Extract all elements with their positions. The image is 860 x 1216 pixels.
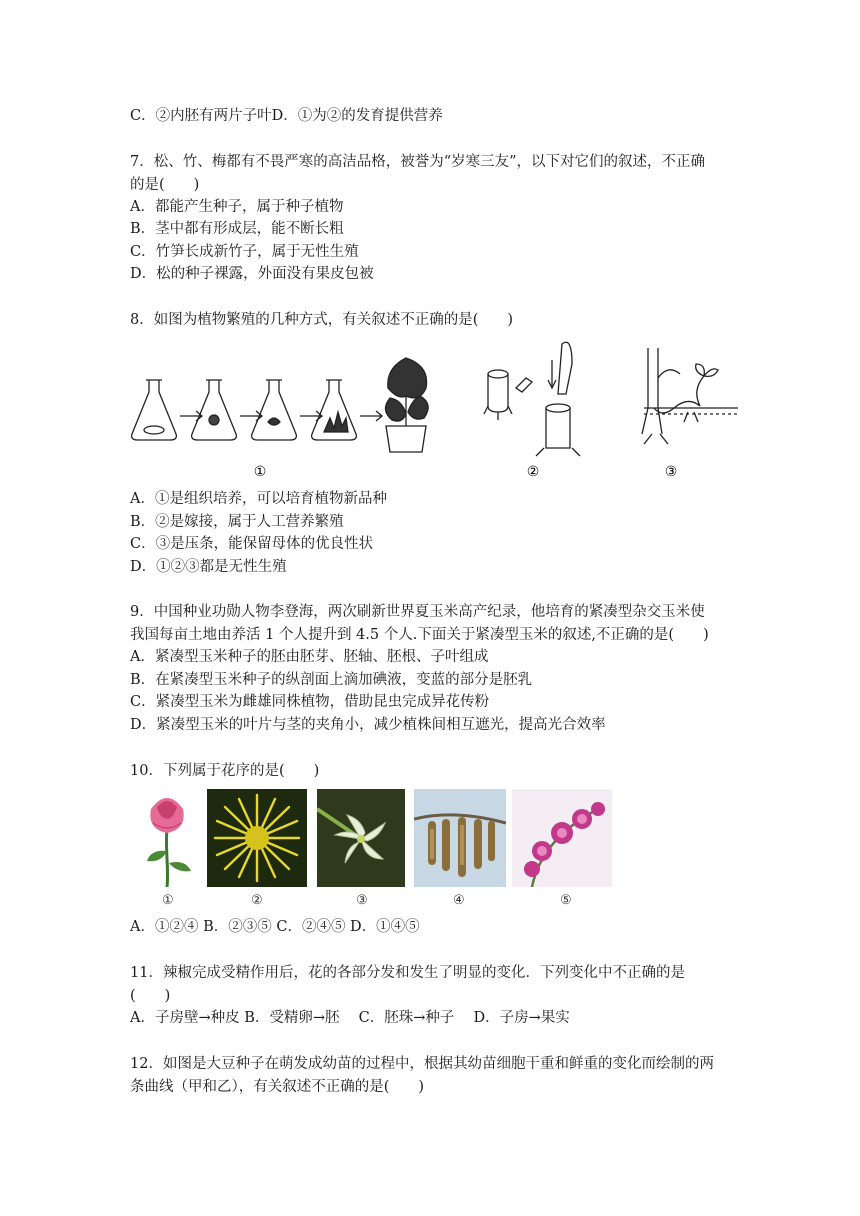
- image-label-1: ①: [162, 893, 174, 908]
- q11-stem-line1: 11．辣椒完成受精作用后，花的各部分发和发生了明显的变化．下列变化中不正确的是: [130, 965, 685, 981]
- chrysanthemum-image: [207, 789, 307, 887]
- q7-stem-line1: 7．松、竹、梅都有不畏严寒的高洁品格，被誉为“岁寒三友”，以下对它们的叙述，不正确: [130, 154, 706, 170]
- q8-option-d: D．①②③都是无性生殖: [130, 559, 287, 575]
- q9-option-a: A．紧凑型玉米种子的胚由胚芽、胚轴、胚根、子叶组成: [130, 649, 489, 665]
- tobacco-flower-image: [317, 789, 405, 887]
- q9-option-b: B．在紧凑型玉米种子的纵剖面上滴加碘液，变蓝的部分是胚乳: [130, 672, 533, 688]
- figure-label-1: ①: [253, 464, 267, 480]
- q7-stem-line2: 的是( ): [130, 177, 200, 193]
- figure-label-2: ②: [526, 464, 540, 480]
- image-label-4: ④: [453, 893, 465, 908]
- q11-options: A．子房壁→种皮 B．受精卵→胚 C．胚珠→种子 D．子房→果实: [130, 1010, 570, 1026]
- orchid-image: [512, 789, 612, 887]
- q9-stem-line1: 9．中国种业功勋人物李登海，两次刷新世界夏玉米高产纪录，他培育的紧凑型杂交玉米使: [130, 604, 705, 620]
- q8-stem: 8．如图为植物繁殖的几种方式，有关叙述不正确的是( ): [130, 312, 514, 328]
- q8-option-a: A．①是组织培养，可以培育植物新品种: [130, 491, 387, 507]
- q6-option-cd: C．②内胚有两片子叶D．①为②的发育提供营养: [130, 108, 443, 124]
- q8-option-c: C．③是压条，能保留母体的优良性状: [130, 536, 374, 552]
- q9-stem-line2: 我国每亩土地由养活 1 个人提升到 4.5 个人.下面关于紧凑型玉米的叙述,不正确的是( ): [130, 627, 709, 643]
- q7-option-c: C．竹笋长成新竹子，属于无性生殖: [130, 244, 359, 260]
- catkin-image: [414, 789, 506, 887]
- propagation-methods-figure: [128, 338, 738, 483]
- q7-option-d: D．松的种子裸露，外面没有果皮包被: [130, 266, 374, 282]
- q9-option-c: C．紧凑型玉米为雌雄同株植物，借助昆虫完成异花传粉: [130, 694, 490, 710]
- q12-stem-line1: 12．如图是大豆种子在萌发成幼苗的过程中，根据其幼苗细胞干重和鲜重的变化而绘制的两: [130, 1056, 714, 1072]
- q8-option-b: B．②是嫁接，属于人工营养繁殖: [130, 514, 344, 530]
- q7-option-a: A．都能产生种子，属于种子植物: [130, 199, 344, 215]
- q7-option-b: B．茎中都有形成层，能不断长粗: [130, 221, 344, 237]
- q9-option-d: D．紧凑型玉米的叶片与茎的夹角小，减少植株间相互遮光，提高光合效率: [130, 717, 606, 733]
- image-label-3: ③: [356, 893, 368, 908]
- figure-label-3: ③: [664, 464, 678, 480]
- q10-stem: 10．下列属于花序的是( ): [130, 763, 320, 779]
- rose-image: [131, 789, 203, 887]
- image-label-5: ⑤: [560, 893, 572, 908]
- q10-options: A．①②④ B．②③⑤ C．②④⑤ D．①④⑤: [130, 919, 420, 935]
- q11-stem-line2: ( ): [130, 988, 171, 1004]
- q12-stem-line2: 条曲线（甲和乙），有关叙述不正确的是( ): [130, 1079, 425, 1095]
- image-label-2: ②: [251, 893, 263, 908]
